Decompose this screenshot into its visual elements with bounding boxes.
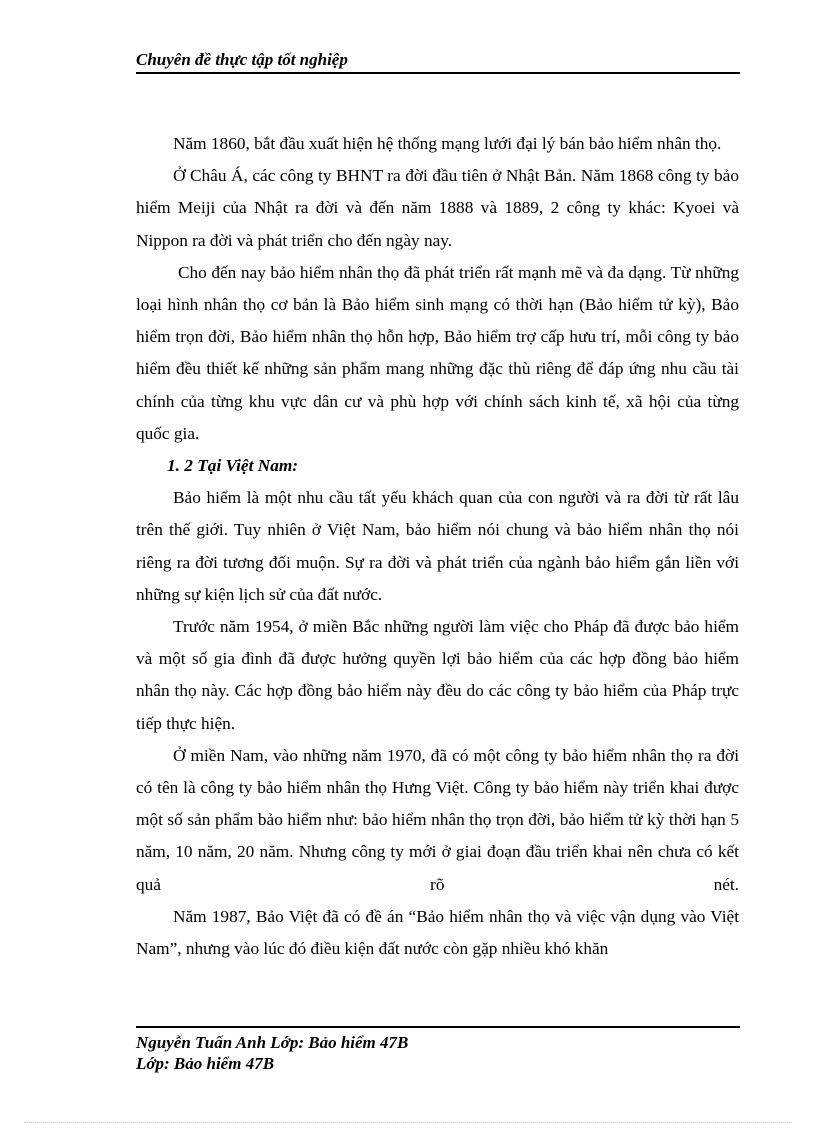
section-heading: 1. 2 Tại Việt Nam:: [167, 456, 299, 476]
paragraph-3: Cho đến nay bảo hiểm nhân thọ đã phát triển rất mạnh mẽ và đa dạng. Từ những loại hình nhân thọ cơ bản là Bảo hiểm sinh mạng có thời hạn (Bảo hiểm tử kỳ), Bảo hiểm trọn đời, Bảo hiểm nhân thọ hỗn hợp, Bảo hiểm trợ cấp hưu trí, mỗi công ty bảo hiểm đều thiết kế những sản phẩm mang những đặc thù riêng để đáp ứng nhu cầu tài chính của từng khu vực dân cư và phù hợp với chính sách kinh tế, xã hội của từng quốc gia.: [136, 262, 739, 443]
paragraph-2: Ở Châu Á, các công ty BHNT ra đời đầu tiên ở Nhật Bản. Năm 1868 công ty bảo hiểm Meiji của Nhật ra đời và đến năm 1888 và 1889, 2 công ty khác: Kyoei và Nippon ra đời và phát triển cho đến ngày nay.: [136, 166, 739, 250]
document-body: [136, 128, 739, 965]
footer-author-line: Nguyễn Tuấn Anh Lớp: Bảo hiểm 47B: [136, 1033, 409, 1052]
footer-class-line: Lớp: Bảo hiểm 47B: [136, 1054, 275, 1073]
paragraph-4: Bảo hiểm là một nhu cầu tất yếu khách quan của con người và ra đời từ rất lâu trên thế giới. Tuy nhiên ở Việt Nam, bảo hiểm nói chung và bảo hiểm nhân thọ nói riêng ra đời tương đối muộn. Sự ra đời và phát triển của ngành bảo hiểm gắn liền với những sự kiện lịch sử của đất nước.: [136, 488, 739, 604]
page-header: Chuyên đề thực tập tốt nghiệp: [136, 49, 740, 74]
page-footer: [136, 1026, 740, 1074]
paragraph-5: Trước năm 1954, ở miền Bắc những người làm việc cho Pháp đã được bảo hiểm và một số gia đình đã được hưởng quyền lợi bảo hiểm của các hợp đồng bảo hiểm nhân thọ này. Các hợp đồng bảo hiểm này đều do các công ty bảo hiểm của Pháp trực tiếp thực hiện.: [136, 617, 739, 733]
paragraph-7: Năm 1987, Bảo Việt đã có đề án “Bảo hiểm nhân thọ và việc vận dụng vào Việt Nam”, nhưng vào lúc đó điều kiện đất nước còn gặp nhiều khó khăn: [136, 906, 739, 959]
paragraph-6: Ở miền Nam, vào những năm 1970, đã có một công ty bảo hiểm nhân thọ ra đời có tên là công ty bảo hiểm nhân thọ Hưng Việt. Công ty bảo hiểm này triển khai được một số sản phẩm bảo hiểm như: bảo hiểm nhân thọ trọn đời, bảo hiểm tử kỳ thời hạn 5 năm, 10 năm, 20 năm. Nhưng công ty mới ở giai đoạn đầu triển khai nên chưa có kết quả rõ nét.: [136, 745, 739, 894]
paragraph-1: Năm 1860, bắt đầu xuất hiện hệ thống mạng lưới đại lý bán bảo hiểm nhân thọ.: [173, 134, 722, 153]
